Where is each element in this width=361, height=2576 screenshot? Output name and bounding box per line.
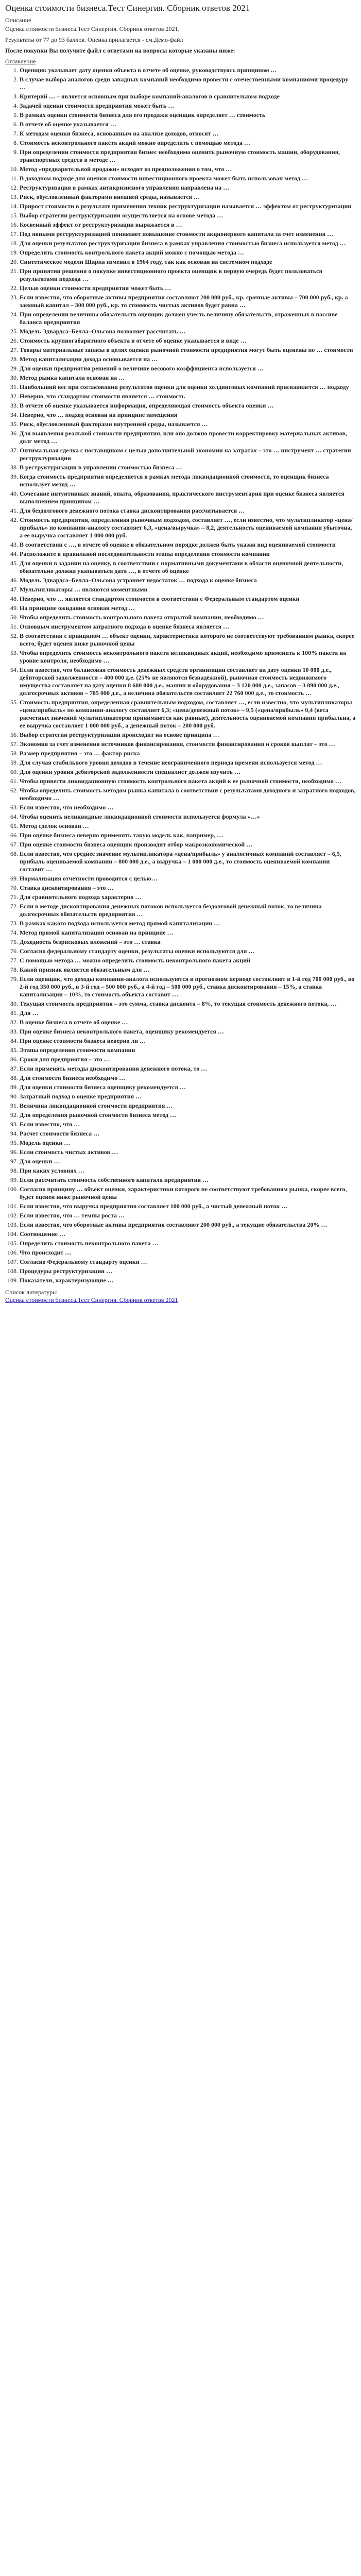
list-item: 44. Расположите в правильной последовательности этапы определения стоимости компании bbox=[20, 550, 356, 558]
list-item: 6. В отчете об оценке указывается … bbox=[20, 121, 356, 128]
list-item: 5. В рамках оценки стоимости бизнеса для его продажи оценщик определяет … стоимость bbox=[20, 111, 356, 119]
list-item: 75. Доходность безрисковых вложений – это … ставка bbox=[20, 938, 356, 946]
footer bbox=[5, 1289, 356, 1304]
list-item: 34. Неверно, что … подход основан на принципе замещения bbox=[20, 411, 356, 419]
description-text: Оценка стоимости бизнеса.Тест Синергия. Сборник ответов 2021. bbox=[5, 25, 180, 33]
list-item: 26. Стоимость крупногабаритного объекта в отчете об оценке указывается в виде … bbox=[20, 337, 356, 345]
list-item: 95. Модель оценки … bbox=[20, 1139, 356, 1147]
list-item: 93. Если известно, что … bbox=[20, 1121, 356, 1128]
list-item: 8. Стоимость неконтрольного пакета акций можно определить с помощью метода … bbox=[20, 139, 356, 147]
list-item: 9. При определении стоимости предприятия бизнес необходимо оценить рыночную стоимость машин, оборудования, транспортных средств в методе … bbox=[20, 148, 356, 164]
list-item: 98. При каких условиях … bbox=[20, 1167, 356, 1175]
list-item: 57. Экономия за счет изменения источников финансирования, стоимости финансирования и сроков выплат – это … bbox=[20, 740, 356, 748]
list-item: 53. Чтобы определить стоимость неконтрольного пакета неликвидных акций, необходимо применить к 100% пакета на уровне контроля, необходимо … bbox=[20, 649, 356, 665]
list-item: 73. В рамках какого подхода используется метод прямой капитализации … bbox=[20, 920, 356, 927]
list-item: 58. Размер предприятия – это … фактор риска bbox=[20, 750, 356, 757]
list-item: 54. Если известно, что балансовая стоимость денежных средств организации составляет на дату оценки 10 000 д.е., дебиторской задолженности – 400 000 д.е. (25% не являются безнадёжной), рыночная стоимость недвижимого имущества составляет на дату оценки 8 600 000 д.е., машин и оборудования – 3 120 000 д.е., запасов – 3 890 000 д.е., долгосрочных активов – 785 000 д.е., а величина обязательств составляет 22 760 000 д.е., то стоимость … bbox=[20, 666, 356, 697]
list-item: 19. Определить стоимость контрольного пакета акций можно с помощью метода … bbox=[20, 249, 356, 257]
list-item: 108. Процедуры реструктуризации … bbox=[20, 1267, 356, 1275]
list-item: 80. Текущая стоимость предприятия – это сумма, ставка дисконта – 8%, то текущая стоимость денежного потока, … bbox=[20, 1000, 356, 1008]
list-item: 97. Для оценки … bbox=[20, 1158, 356, 1165]
toc-heading: Оглавление bbox=[5, 58, 36, 65]
list-item: 21. При принятии решения о покупке инвестиционного проекта оценщик в первую очередь будет пользоваться результатами подхода … bbox=[20, 267, 356, 283]
list-item: 30. Метод рынка капитала основан на … bbox=[20, 374, 356, 382]
list-item: 32. Неверно, что стандартом стоимости является … стоимость bbox=[20, 393, 356, 400]
list-item: 51. Основным инструментом затратного подхода в оценке бизнеса является … bbox=[20, 623, 356, 631]
question-list bbox=[5, 66, 356, 1284]
list-item: 56. Выбор стратегии реструктуризации происходит на основе принципа … bbox=[20, 731, 356, 739]
list-item: 86. Сроки для предприятия – это … bbox=[20, 1056, 356, 1063]
list-item: 15. Выбор стратегии реструктуризации осуществляется на основе метода … bbox=[20, 212, 356, 219]
list-item: 109. Показатели, характеризующие … bbox=[20, 1277, 356, 1284]
list-item: 81. Для … bbox=[20, 1009, 356, 1017]
list-item: 22. Целью оценки стоимости предприятия может быть … bbox=[20, 284, 356, 292]
list-item: 101. Если известно, что выручка предприятия составляет 100 000 руб., а чистый денежный поток … bbox=[20, 1202, 356, 1210]
list-item: 16. Косвенный эффект от реструктуризации выражается в … bbox=[20, 221, 356, 229]
list-item: 14. Прирост стоимости в результате применения техник реструктуризации называется … эффектом от реструктуризации bbox=[20, 202, 356, 210]
list-item: 18. Для оценки результатов реструктуризации бизнеса в рамках управления стоимостью бизнеса используется метод … bbox=[20, 240, 356, 247]
list-item: 28. Метод капитализации дохода основывается на … bbox=[20, 355, 356, 363]
list-item: 48. Неверно, что … является стандартом стоимости в соответствии с Федеральным стандартом оценки bbox=[20, 595, 356, 603]
list-item: 66. При оценке бизнеса неверно применять такую модель как, например, … bbox=[20, 832, 356, 839]
list-item: 76. Согласно федеральному стандарту оценки, результаты оценки используются для … bbox=[20, 947, 356, 955]
list-item: 104. Соотношение … bbox=[20, 1230, 356, 1238]
list-item: 49. На принципе ожидания основан метод … bbox=[20, 604, 356, 612]
list-item: 90. Затратный подход в оценке предприятия … bbox=[20, 1093, 356, 1100]
list-item: 36. Для выявления реальной стоимости предприятия, или оно должно провести корректировку материальных активов, долг метод … bbox=[20, 430, 356, 445]
list-item: 87. Если применять методы дисконтирования денежного потока, то … bbox=[20, 1065, 356, 1073]
list-item: 55. Стоимость предприятия, определенная сравнительным подходом, составляет …, если известно, что мультипликаторы «цена/прибыль» по компании-аналогу составляет 6,3; «цена/денежный поток» – 9,5 («цена/прибыль» 0,4 (веса расчетных значений мультипликаторов принимаются как равные), деятельность оцениваемой компании прибыльна, а ее выручка составляет 1 000 000 руб., а денежный поток – 200 000 руб. bbox=[20, 699, 356, 730]
list-item: 35. Риск, обусловленный факторами внутренней среды, называется … bbox=[20, 420, 356, 428]
list-item: 64. Чтобы оценить неликвидные ликвидационной стоимости используется формула «…» bbox=[20, 813, 356, 821]
list-item: 107. Согласно Федеральному стандарту оценки … bbox=[20, 1258, 356, 1266]
list-item: 47. Мультипликаторы … являются моментными bbox=[20, 586, 356, 594]
list-item: 39. Когда стоимость предприятия определяется в рамках метода ликвидационной стоимости, то оценщик бизнеса использует метод … bbox=[20, 473, 356, 488]
list-item: 25. Модель Эдвардса–Белла–Ольсона позволяет рассчитать … bbox=[20, 328, 356, 335]
list-item: 60. Для оценки уровня дебиторской задолженности специалист должен изучить … bbox=[20, 768, 356, 776]
list-item: 103. Если известно, что оборотные активы предприятия составляют 200 000 руб., а текущие обязательства 20% … bbox=[20, 1221, 356, 1229]
list-item: 24. При определении величины обязательств оценщик должен учесть величину обязательств, отраженных в пассиве баланса предприятия bbox=[20, 311, 356, 326]
description-label: Описание bbox=[5, 16, 31, 24]
list-item: 10. Метод «предварительной продажи» исходит из предположения о том, что … bbox=[20, 165, 356, 173]
list-item: 29. Для оценки предприятия решений о величине весового коэффициента используется … bbox=[20, 365, 356, 372]
after-purchase-text: После покупки Вы получите файл с ответами на вопросы которые указаны ниже: bbox=[5, 47, 235, 55]
list-item: 43. В соответствии с …, в отчете об оценке в обязательном порядке должен быть указан вид оцениваемой стоимости bbox=[20, 541, 356, 549]
list-item: 84. При оценке стоимости бизнеса неверно ли … bbox=[20, 1037, 356, 1045]
list-item: 50. Чтобы определить стоимость контрольного пакета открытой компании, необходимо … bbox=[20, 614, 356, 621]
list-item: 70. Ставка дисконтирования – это … bbox=[20, 884, 356, 892]
list-item: 89. Для оценки стоимости бизнеса оценщику рекомендуется … bbox=[20, 1083, 356, 1091]
list-item: 1. Оценщик указывает дату оценки объекта в отчете об оценке, руководствуясь принципом … bbox=[20, 66, 356, 74]
list-item: 88. Для стоимости бизнеса необходимо … bbox=[20, 1074, 356, 1082]
list-item: 91. Величина ликвидационной стоимости предприятия … bbox=[20, 1102, 356, 1110]
list-item: 4. Задачей оценки стоимости предприятия может быть … bbox=[20, 102, 356, 110]
list-item: 59. Для случая стабильного уровня доходов в течение неограниченного периода времени используется метод … bbox=[20, 759, 356, 767]
list-item: 38. В реструктуризации в управлении стоимостью бизнеса … bbox=[20, 464, 356, 471]
list-item: 63. Если известно, что необходимо … bbox=[20, 804, 356, 811]
list-item: 11. В доходном подходе для оценки стоимости инвестиционного проекта может быть использован метод … bbox=[20, 175, 356, 182]
list-item: 94. Расчет стоимости бизнеса … bbox=[20, 1130, 356, 1138]
list-item: 100. Согласно принципу … объект оценки, характеристики которого не соответствуют требованиям рынка, скорее всего, будет оценен ниже рыночной цены bbox=[20, 1185, 356, 1201]
list-item: 2. В случае выбора аналогов среди западных компаний необходимо провести с отечественными компаниями процедуру … bbox=[20, 76, 356, 91]
list-item: 23. Если известно, что оборотные активы предприятия составляют 200 000 руб., кр. срочные активы – 700 000 руб., кр. а заемный капитал – 300 000 руб., кр. то стоимость чистых активов будет равна … bbox=[20, 294, 356, 309]
list-item: 3. Критерий … – является основным при выборе компаний-аналогов в сравнительном подходе bbox=[20, 93, 356, 100]
list-item: 62. Чтобы определить стоимость методом рынка капитала в соответствии с результатами доходного и затратного подходов, необходимо … bbox=[20, 787, 356, 802]
list-item: 92. Для определения рыночной стоимости бизнеса метод … bbox=[20, 1111, 356, 1119]
list-item: 61. Чтобы привести ликвидационную стоимость контрольного пакета акций к ее рыночной стоимости, необходимо … bbox=[20, 777, 356, 785]
list-item: 33. В отчете об оценке указывается информация, определяющая стоимость объекта оценки … bbox=[20, 402, 356, 410]
list-item: 72. Если в методе дисконтирования денежных потоков используется бездолговой денежный поток, то величина долгосрочных обязательств предприятия … bbox=[20, 903, 356, 918]
list-item: 105. Определить стоимость неконтрольного пакета … bbox=[20, 1240, 356, 1247]
list-item: 102. Если известно, что … темпы роста … bbox=[20, 1212, 356, 1219]
footer-link[interactable]: Оценка стоимости бизнеса.Тест Синергия. Сборник ответов 2021 bbox=[5, 1296, 178, 1304]
list-item: 40. Сочетание интуитивных знаний, опыта, образования, практического инструментария при оценке бизнеса является выполнением принципом … bbox=[20, 490, 356, 505]
list-item: 13. Риск, обусловленный факторами внешней среды, называется … bbox=[20, 193, 356, 201]
list-item: 82. В оценке бизнеса в отчете об оценке … bbox=[20, 1019, 356, 1026]
list-item: 74. Метод прямой капитализации основан на принципе … bbox=[20, 929, 356, 937]
list-item: 27. Товары материальные запасы в целях оценки рыночной стоимости предприятия могут быть оценены по … стоимости bbox=[20, 346, 356, 354]
list-item: 17. Под явными реструктуризацией понимают повышение стоимости акционерного капитала за счет изменения … bbox=[20, 230, 356, 238]
list-item: 99. Если рассчитать стоимость собственного капитала предприятия … bbox=[20, 1176, 356, 1184]
list-item: 67. При оценке стоимости бизнеса оценщик производит отбор макроэкономической … bbox=[20, 841, 356, 849]
list-item: 7. К методам оценки бизнеса, основанным на анализе доходов, относят … bbox=[20, 130, 356, 138]
list-item: 79. Если оценщик, что доходы компании-аналога используются в прогнозном периоде составляют в 1-й год 700 000 руб., во 2-й год 350 000 руб., в 3-й год – 500 000 руб., а 4-й год – 500 000 руб., ставка дисконтирования – 15%, а ставка капитализации – 10%, то стоимость объекта составит … bbox=[20, 975, 356, 998]
list-item: 68. Если известно, что среднее значение мультипликатора «цена/прибыль» у аналогичных компаний составляет – 6,5, прибыль оцениваемой компании – 800 000 д.е., а выручка – 1 000 000 д.е., то стоимость оцениваемой компании составит … bbox=[20, 850, 356, 873]
list-item: 41. Для бездолгового денежного потока ставка дисконтирования рассчитывается … bbox=[20, 507, 356, 515]
list-item: 71. Для сравнительного подхода характерно … bbox=[20, 893, 356, 901]
list-item: 69. Нормализация отчетности проводится с целью… bbox=[20, 875, 356, 883]
document-title: Оценка стоимости бизнеса.Тест Синергия. Сборник ответов 2021 bbox=[5, 3, 250, 13]
list-item: 42. Стоимость предприятия, определенная рыночным подходом, составляет …, если известно, что мультипликатор «цена/прибыль» по компании-аналогу составляет 6,3, «цена/выручка» – 8,2, деятельность оцениваемой компании убыточна, а ее выручка составляет 1 000 000 руб. bbox=[20, 516, 356, 539]
results-text: Результаты от 77 до 93 баллов. Оценка прилагается - см.Демо-файл bbox=[5, 36, 183, 44]
list-item: 37. Оптимальная сделка с поставщиком с целью дополнительной экономии на затратах – это … инструмент … стратегии реструктуризации bbox=[20, 447, 356, 462]
list-item: 78. Какой признак является обязательным для … bbox=[20, 966, 356, 974]
list-item: 46. Модель Эдвардса–Белла–Ольсона устраняет недостаток … подхода к оценке бизнеса bbox=[20, 577, 356, 584]
list-item: 85. Этапы определения стоимости компании bbox=[20, 1046, 356, 1054]
list-item: 12. Реструктуризация в рамках антикризисного управления направлена на … bbox=[20, 184, 356, 192]
list-item: 31. Наибольший вес при согласовании результатов оценки для оценки холдинговых компаний присваивается … подходу bbox=[20, 383, 356, 391]
list-item: 77. С помощью метода … можно определить стоимость неконтрольного пакета акций bbox=[20, 957, 356, 964]
list-item: 96. Если стоимость чистых активов … bbox=[20, 1148, 356, 1156]
list-item: 65. Метод сделок основан … bbox=[20, 822, 356, 830]
footer-label: Список литературы bbox=[5, 1289, 57, 1296]
list-item: 20. Синтетическое модели Шарпа изменил в 1964 году, так как основан на системном подходе bbox=[20, 258, 356, 266]
list-item: 52. В соответствии с принципом … объект оценки, характеристики которого не соответствуют требованиям рынка, скорее всего, будет оценен ниже рыночной цены bbox=[20, 632, 356, 648]
list-item: 83. При оценке бизнеса неконтрольного пакета, оценщику рекомендуется … bbox=[20, 1028, 356, 1036]
list-item: 45. Для оценки в задании на оценку, в соответствии с нормативными документами в области оценочной деятельности, обязательно должна указываться дата …, в отчете об оценке bbox=[20, 560, 356, 575]
list-item: 106. Что происходит … bbox=[20, 1249, 356, 1257]
